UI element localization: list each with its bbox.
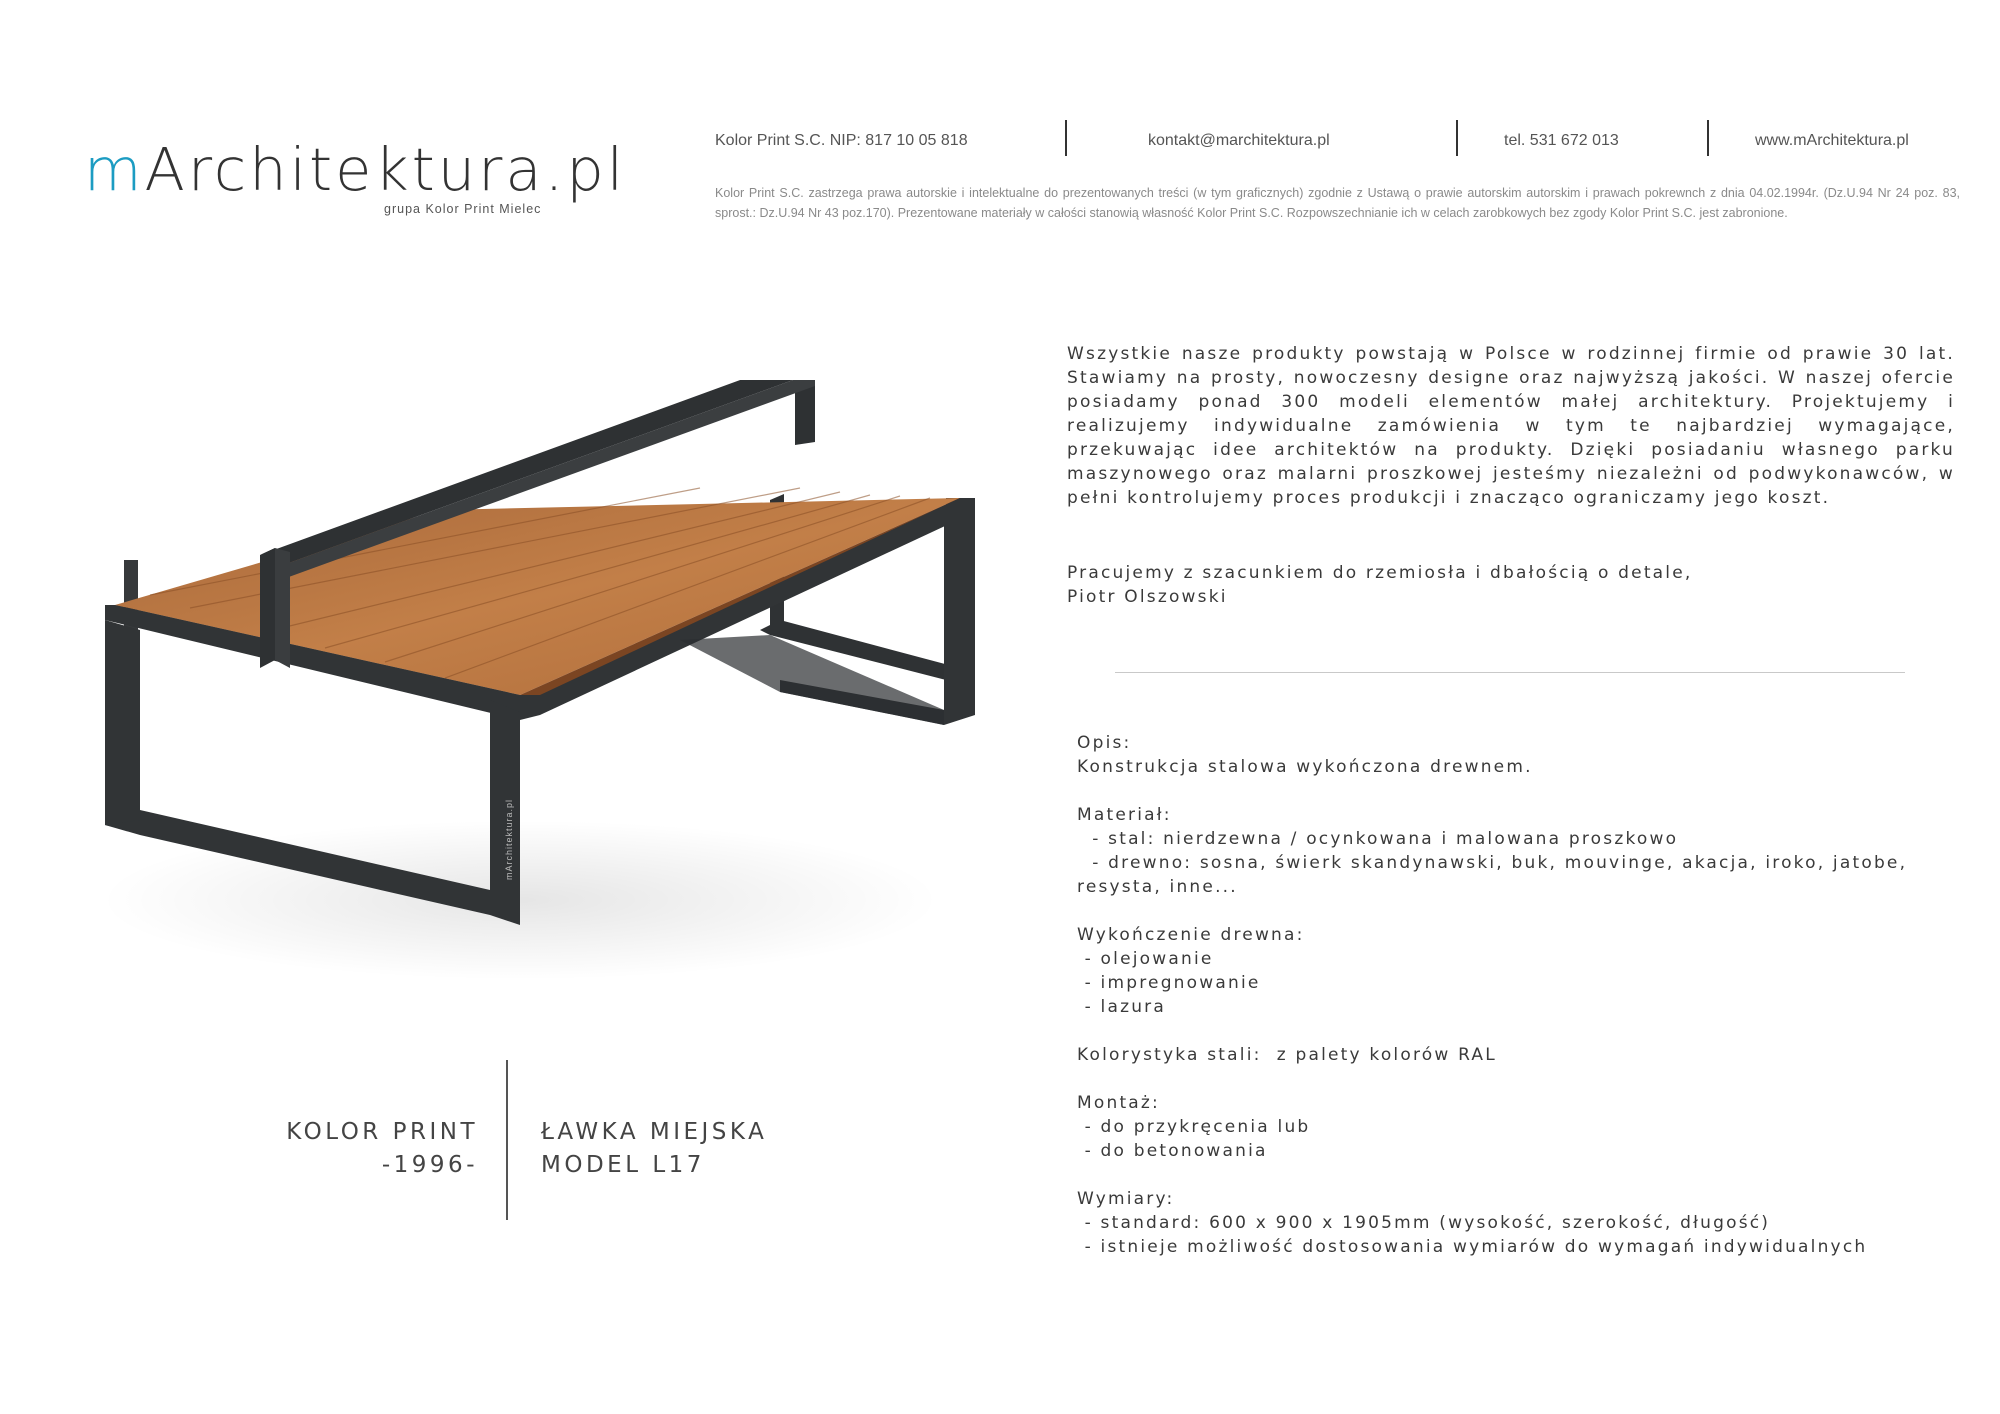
logo-subtitle: grupa Kolor Print Mielec — [384, 202, 542, 216]
author-name: Piotr Olszowski — [1067, 587, 1228, 607]
caption-divider — [506, 1060, 508, 1220]
color-text: Kolorystyka stali: z palety kolorów RAL — [1077, 1045, 1497, 1065]
material-item: - stal: nierdzewna / ocynkowana i malowana proszkowo — [1077, 829, 1679, 849]
mount-item: - do przykręcenia lub — [1077, 1117, 1311, 1137]
brand-name: KOLOR PRINT — [286, 1119, 478, 1145]
finish-item: - impregnowanie — [1077, 973, 1261, 993]
dims-label: Wymiary: — [1077, 1189, 1175, 1209]
logo-text: Architektura.pl — [144, 135, 627, 204]
product-caption — [541, 1116, 767, 1182]
dims-item: - standard: 600 x 900 x 1905mm (wysokość, szerokość, długość) — [1077, 1213, 1771, 1233]
finish-item: - lazura — [1077, 997, 1166, 1017]
spec-section — [1077, 731, 1967, 1259]
header-divider — [1456, 120, 1458, 156]
brand-caption — [286, 1116, 478, 1182]
brand-logo[interactable] — [84, 135, 627, 204]
mount-label: Montaż: — [1077, 1093, 1160, 1113]
finish-item: - olejowanie — [1077, 949, 1214, 969]
email-link[interactable]: kontakt@marchitektura.pl — [1148, 132, 1330, 149]
dims-item: - istnieje możliwość dostosowania wymiarów do wymagań indywidualnych — [1077, 1237, 1868, 1257]
signoff — [1067, 561, 1955, 609]
brand-year: -1996- — [381, 1152, 478, 1178]
website-link[interactable]: www.mArchitektura.pl — [1755, 132, 1909, 149]
header-divider — [1707, 120, 1709, 156]
section-divider — [1115, 672, 1905, 673]
mount-item: - do betonowania — [1077, 1141, 1268, 1161]
intro-paragraph: Wszystkie nasze produkty powstają w Polsce w rodzinnej firmie od prawie 30 lat. Stawiamy na prosty, nowoczesny designe oraz najwyższą jakości. W naszej ofercie posiadamy ponad 300 modeli elementów małej architektury. Projektujemy i realizujemy indywidualne zamówienia w tym te najbardziej wymagające, przekuwając idee architektów na produkty. Dzięki posiadaniu własnego parku maszynowego oraz malarni proszkowej jesteśmy niezależni od podwykonawców, w pełni kontrolujemy proces produkcji i znacząco ograniczamy jego koszt. — [1067, 344, 1955, 508]
material-item: - drewno: sosna, świerk skandynawski, buk, mouvinge, akacja, iroko, jatobe, resysta, inne... — [1077, 853, 1915, 897]
copyright-notice: Kolor Print S.C. zastrzega prawa autorskie i intelektualne do prezentowanych treści (w tym graficznych) zgodnie z Ustawą o prawie autorskim autorskim i prawach pokrewnch z dnia 04.02.1994r. (Dz.U.94 Nr 24 poz. 83, sprost.: Dz.U.94 Nr 43 poz.170). Prezentowane materiały w całości stanowią własność Kolor Print S.C. Rozpowszechnianie ich w celach zarobkowych bez zgody Kolor Print S.C. jest zabronione. — [715, 186, 1960, 220]
material-label: Materiał: — [1077, 805, 1172, 825]
header-divider — [1065, 120, 1067, 156]
phone-number[interactable]: tel. 531 672 013 — [1504, 132, 1619, 149]
finish-label: Wykończenie drewna: — [1077, 925, 1305, 945]
product-model: MODEL L17 — [541, 1152, 705, 1178]
logo-prefix: m — [84, 135, 145, 204]
company-info: Kolor Print S.C. NIP: 817 10 05 818 — [715, 132, 968, 149]
closing-line: Pracujemy z szacunkiem do rzemiosła i dbałością o detale, — [1067, 563, 1693, 583]
opis-text: Konstrukcja stalowa wykończona drewnem. — [1077, 757, 1533, 777]
product-name: ŁAWKA MIEJSKA — [541, 1119, 768, 1145]
opis-label: Opis: — [1077, 733, 1132, 753]
leg-label: mArchitektura.pl — [504, 798, 514, 880]
bench-image — [80, 380, 1020, 1000]
